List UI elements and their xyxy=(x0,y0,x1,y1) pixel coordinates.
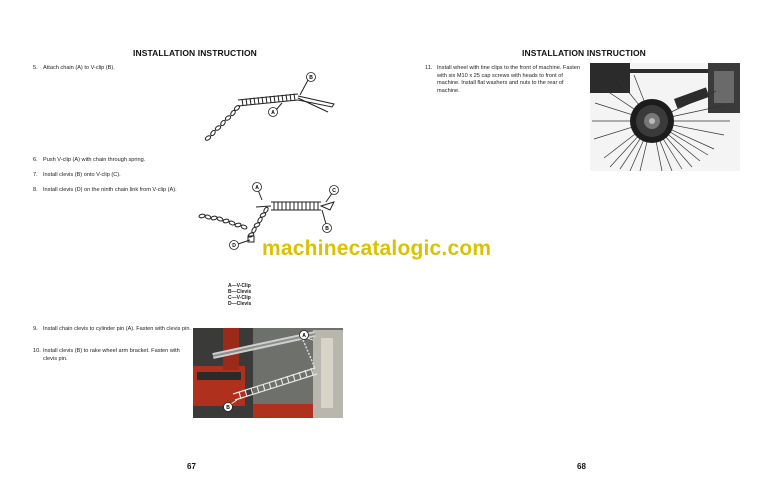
callout-d: D xyxy=(232,243,236,249)
legend-item: A—V-Clip xyxy=(228,283,251,289)
callout-a: A xyxy=(302,333,306,339)
right-page-heading: INSTALLATION INSTRUCTION xyxy=(522,48,646,58)
page-number-left: 67 xyxy=(187,462,196,471)
callout-b: B xyxy=(325,226,329,232)
callout-b: B xyxy=(226,405,230,411)
callout-a: A xyxy=(255,185,259,191)
watermark-text: machinecatalogic.com xyxy=(262,237,492,260)
photo-rake-wheel xyxy=(590,63,740,171)
callout-a: A xyxy=(271,110,275,116)
callout-b: B xyxy=(309,75,313,81)
legend-item: D—Clevis xyxy=(228,301,252,307)
legend-item: B—Clevis xyxy=(228,289,252,295)
figure-chain-vclip xyxy=(200,70,340,145)
photo-cylinder-spring xyxy=(193,328,343,418)
left-page-heading: INSTALLATION INSTRUCTION xyxy=(133,48,257,58)
callout-c: C xyxy=(332,188,336,194)
page-number-right: 68 xyxy=(577,462,586,471)
figure-legend xyxy=(228,283,251,307)
legend-item: C—V-Clip xyxy=(228,295,251,301)
